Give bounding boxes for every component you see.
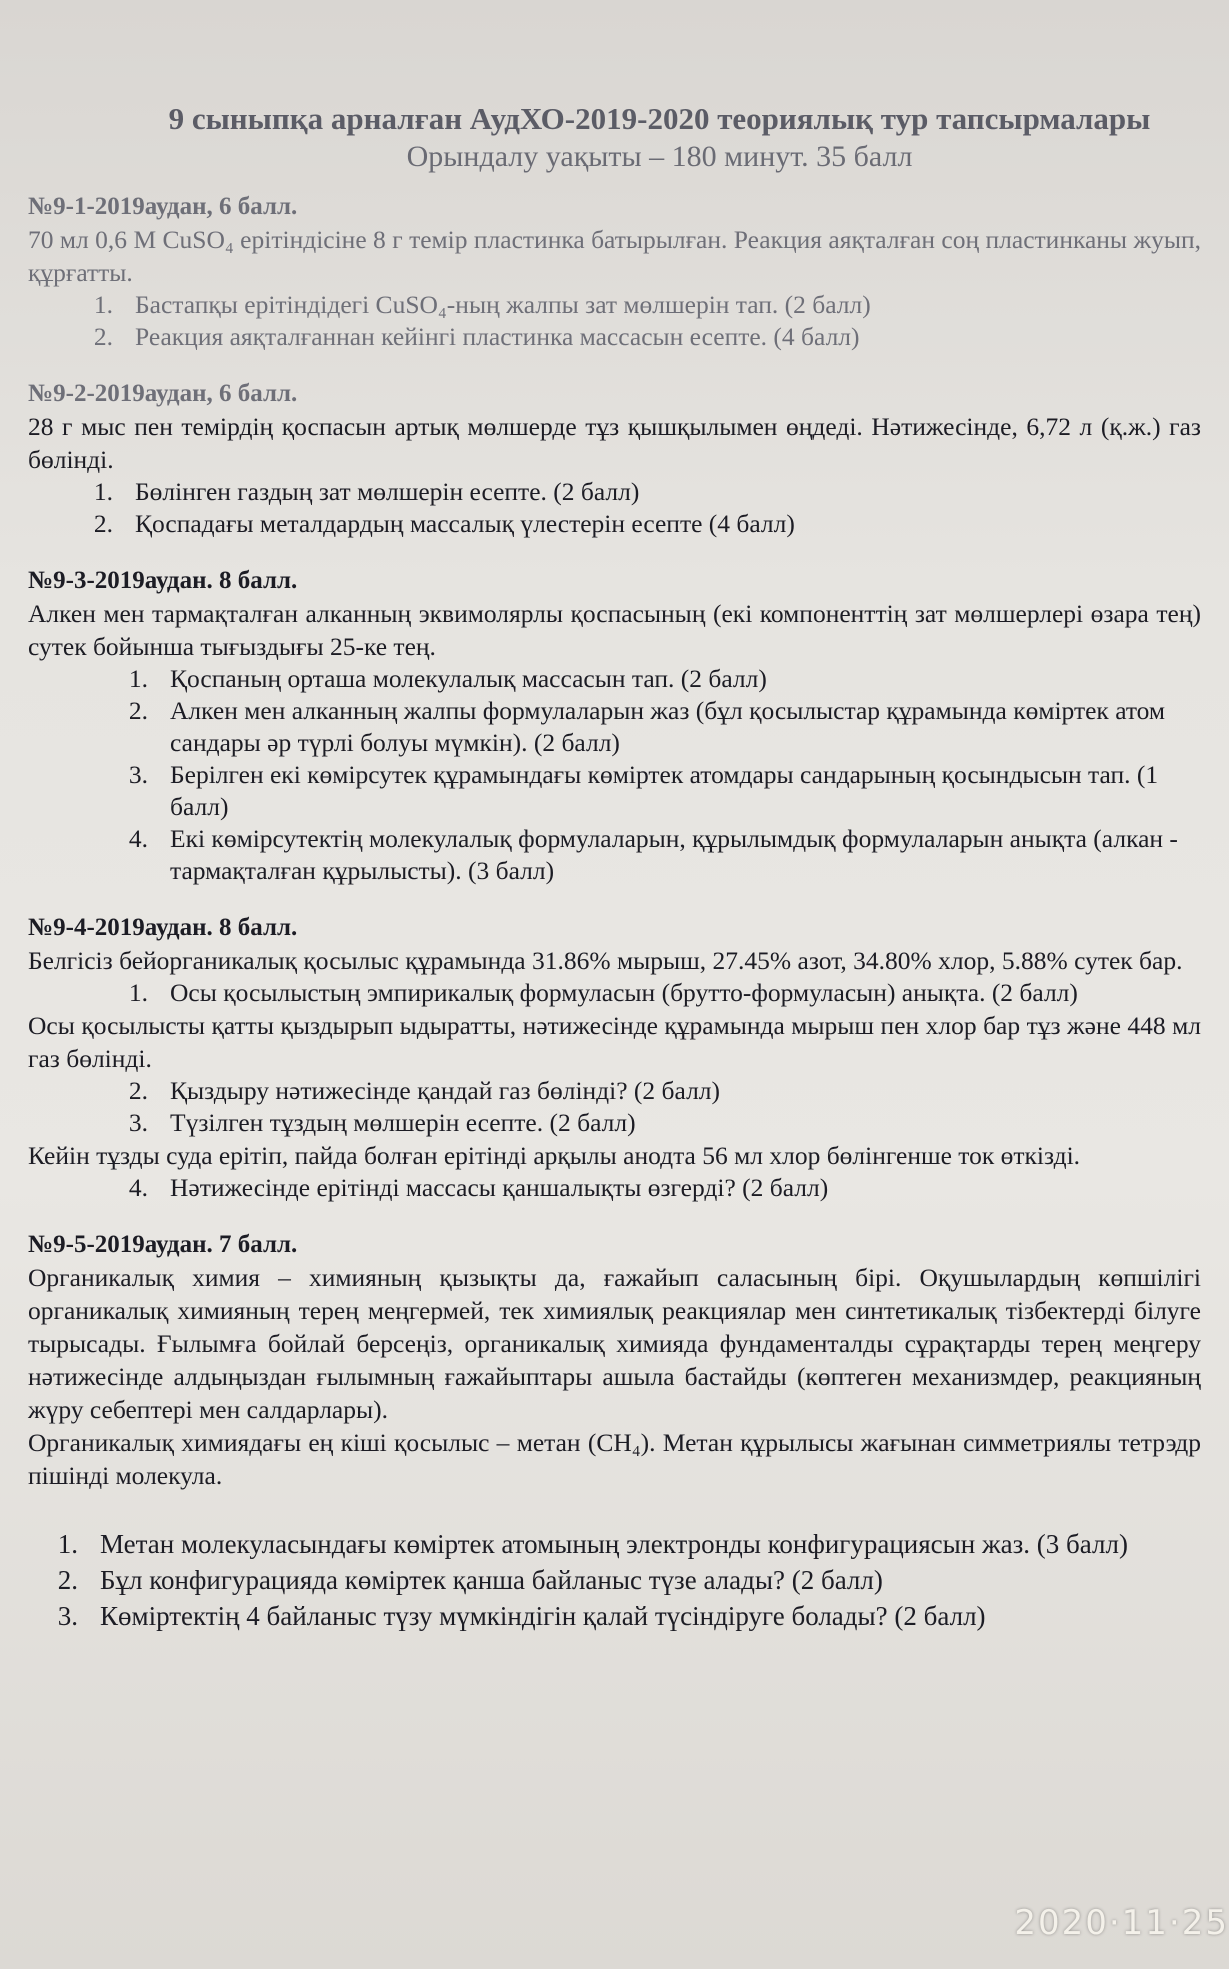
task-1-heading: №9-1-2019аудан, 6 балл. (28, 193, 298, 220)
item-number: 1. (128, 664, 148, 693)
item-text: Бөлінген газдың зат мөлшерін есепте. (2 балл) (135, 477, 640, 506)
task-3-text: Алкен мен тармақталған алканның эквимолярлы қоспасының (екі компоненттің зат мөлшерлері өзара тең) сутек бойынша тығыздығы 25-ке тең. (28, 599, 1201, 661)
item-text: Қоспадағы металдардың массалық үлестерін есепте (4 балл) (135, 509, 795, 538)
task-2-text: 28 г мыс пен темірдің қоспасын артық мөлшерде тұз қышқылымен өңдеді. Нәтижесінде, 6,72 л (қ.ж.) газ бөлінді. (28, 412, 1201, 474)
spacer (28, 1492, 1201, 1526)
list-item (28, 1172, 1201, 1204)
list-item (28, 1107, 1201, 1139)
item-number: 1. (93, 477, 113, 506)
item-text: Нәтижесінде ерітінді массасы қаншалықты өзгерді? (2 балл) (170, 1173, 829, 1202)
task-4-question-1 (28, 977, 1201, 1009)
item-number: 3. (128, 1108, 148, 1137)
list-item (28, 663, 1201, 695)
list-item (28, 759, 1201, 823)
document-title: 9 сыныпқа арналған АудХО-2019-2020 теориялық тур тапсырмалары (168, 101, 1151, 136)
task-5 (28, 1228, 1201, 1634)
document-header (118, 100, 1201, 176)
item-number: 2. (93, 322, 113, 351)
item-number: 2. (128, 1076, 148, 1105)
item-text: Көміртектің 4 байланыс түзу мүмкіндігін қалай түсіндіруге болады? (2 балл) (100, 1601, 986, 1631)
task-5-text-1: Органикалық химия – химияның қызықты да, ғажайып саласының бірі. Оқушылардың көпшілігі органикалық химияның терең меңгермей, тек химиялық реакциялар мен синтетикалық тізбектерді білуге тырысады. Ғылымға бойлай берсеңіз, органикалық химияда фундаменталды сұрақтарды терең меңгеру нәтижесінде алдыңыздан ғылымның ғажайыптары ашыла бастайды (көптеген механизмдер, реакцияның жүру себептері мен салдарлары). (28, 1263, 1201, 1424)
item-text: Метан молекуласындағы көміртек атомының электронды конфигурациясын жаз. (3 балл) (100, 1529, 1128, 1559)
task-4-text-1: Белгісіз бейорганикалық қосылыс құрамында 31.86% мырыш, 27.45% азот, 34.80% хлор, 5.88% сутек бар. (28, 946, 1183, 975)
task-5-text-2: Органикалық химиядағы ең кіші қосылыс – метан (CH₄). Метан құрылысы жағынан симметриялы тетрэдр пішінді молекула. (28, 1428, 1201, 1490)
item-text: Бастапқы ерітіндідегі CuSO₄-ның жалпы зат мөлшерін тап. (2 балл) (135, 290, 871, 319)
item-text: Қыздыру нәтижесінде қандай газ бөлінді? (2 балл) (170, 1076, 721, 1105)
item-text: Түзілген тұздың мөлшерін есепте. (2 балл) (170, 1108, 636, 1137)
task-4-text-3: Кейін тұзды суда ерітіп, пайда болған ерітінді арқылы анодта 56 мл хлор бөлінгенше ток өткізді. (28, 1141, 1081, 1170)
task-3-heading: №9-3-2019аудан. 8 балл. (28, 567, 298, 594)
list-item (28, 1526, 1201, 1562)
item-number: 2. (57, 1565, 78, 1595)
item-text: Бұл конфигурацияда көміртек қанша байланыс түзе алады? (2 балл) (100, 1565, 883, 1595)
task-2 (28, 377, 1201, 540)
item-text: Алкен мен алканның жалпы формулаларын жаз (бұл қосылыстар құрамында көміртек атом сандары әр түрлі болуы мүмкін). (2 балл) (170, 696, 1166, 757)
list-item (28, 695, 1201, 759)
task-4-questions-2 (28, 1075, 1201, 1139)
task-5-heading: №9-5-2019аудан. 7 балл. (28, 1231, 298, 1258)
task-3 (28, 564, 1201, 887)
task-2-questions (28, 476, 1201, 540)
list-item (28, 289, 1201, 321)
list-item (28, 1075, 1201, 1107)
item-number: 3. (128, 760, 148, 789)
list-item (28, 1598, 1201, 1634)
task-4-text-2: Осы қосылысты қатты қыздырып ыдыратты, нәтижесінде құрамында мырыш пен хлор бар тұз және 448 мл газ бөлінді. (28, 1011, 1201, 1073)
item-number: 2. (93, 509, 113, 538)
item-number: 4. (128, 824, 148, 853)
list-item (28, 977, 1201, 1009)
item-number: 1. (93, 290, 113, 319)
list-item (28, 823, 1201, 887)
task-4-heading: №9-4-2019аудан. 8 балл. (28, 914, 298, 941)
item-number: 3. (57, 1601, 78, 1631)
list-item (28, 508, 1201, 540)
item-text: Реакция аяқталғаннан кейінгі пластинка массасын есепте. (4 балл) (135, 322, 860, 351)
task-1-text: 70 мл 0,6 М CuSO₄ ерітіндісіне 8 г темір пластинка батырылған. Реакция аяқталған соң пластинканы жуып, құрғатты. (28, 225, 1201, 287)
item-number: 1. (57, 1529, 78, 1559)
task-3-questions (28, 663, 1201, 887)
task-1 (28, 190, 1201, 353)
list-item (28, 1562, 1201, 1598)
item-text: Екі көмірсутектің молекулалық формулаларын, құрылымдық формулаларын анықта (алкан - тармақталған құрылысты). (3 балл) (170, 824, 1178, 885)
item-number: 1. (128, 978, 148, 1007)
task-5-questions (28, 1526, 1201, 1634)
task-2-heading: №9-2-2019аудан, 6 балл. (28, 380, 298, 407)
item-number: 2. (128, 696, 148, 725)
item-text: Берілген екі көмірсутек құрамындағы көміртек атомдары сандарының қосындысын тап. (1 балл) (170, 760, 1159, 821)
document-subtitle: Орындалу уақыты – 180 минут. 35 балл (406, 140, 913, 173)
item-text: Осы қосылыстың эмпирикалық формуласын (брутто-формуласын) анықта. (2 балл) (170, 978, 1078, 1007)
item-number: 4. (128, 1173, 148, 1202)
list-item (28, 476, 1201, 508)
task-4 (28, 911, 1201, 1204)
task-1-questions (28, 289, 1201, 353)
list-item (28, 321, 1201, 353)
task-4-question-4 (28, 1172, 1201, 1204)
item-text: Қоспаның орташа молекулалық массасын тап. (2 балл) (170, 664, 767, 693)
photo-date-stamp: 2020·11·25 (1014, 1903, 1229, 1943)
